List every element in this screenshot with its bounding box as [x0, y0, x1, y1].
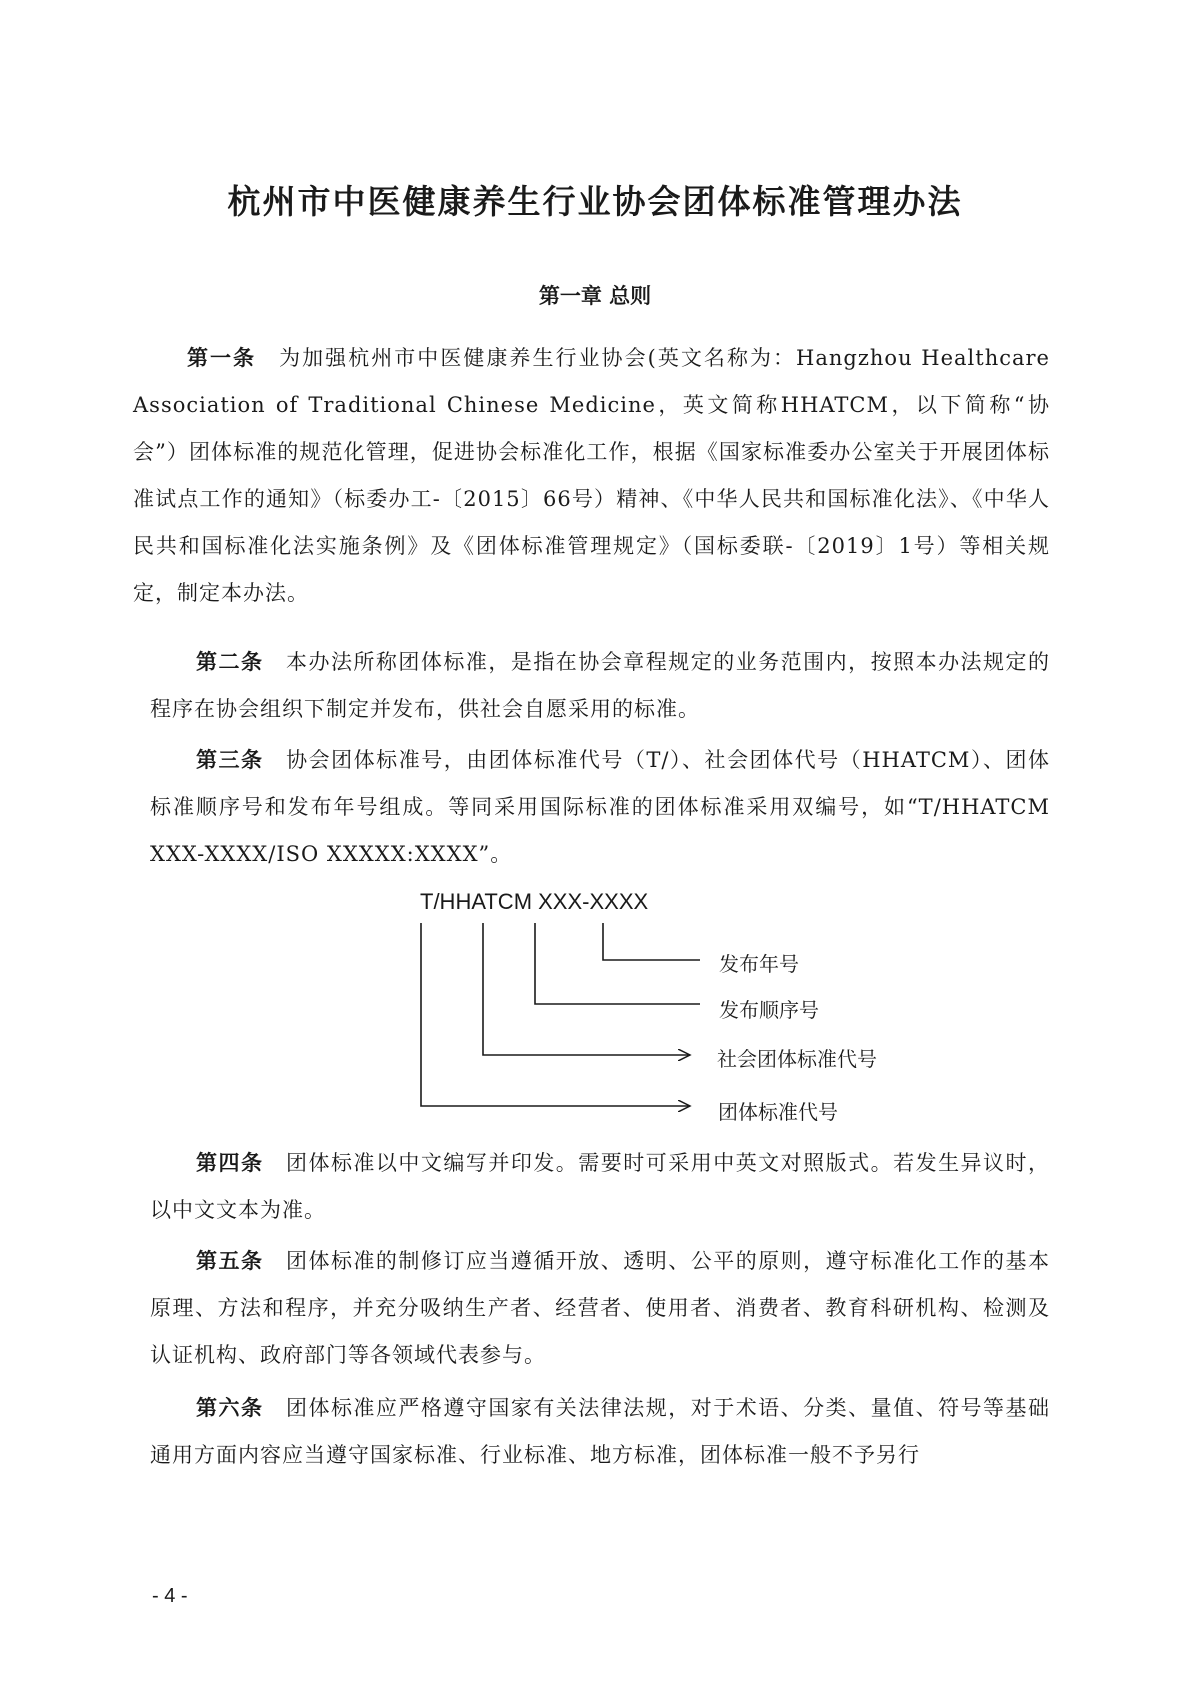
article-text: 本办法所称团体标准，是指在协会章程规定的业务范围内，按照本办法规定的程序在协会组织下制定并发布，供社会自愿采用的标准。	[150, 650, 1051, 721]
connector-year	[603, 923, 700, 960]
article-label: 第二条	[196, 649, 264, 674]
document-title: 杭州市中医健康养生行业协会团体标准管理办法	[227, 182, 963, 221]
diagram-label-society-code: 社会团体标准代号	[717, 1047, 877, 1071]
article-4	[150, 1139, 1050, 1234]
article-6	[150, 1384, 1050, 1479]
diagram-label-group-code: 团体标准代号	[718, 1100, 838, 1124]
diagram-label-year: 发布年号	[719, 952, 799, 976]
chapter-heading: 第一章 总则	[538, 283, 652, 308]
article-text: 为加强杭州市中医健康养生行业协会(英文名称为：Hangzhou Healthcare Association of Traditional Chinese Medicine，英文简称HHATCM，以下简称“协会”）团体标准的规范化管理，促进协会标准化工作，根据《国家标准委办公室关于开展团体标准试点工作的通知》（标委办工-〔2015〕66号）精神、《中华人民共和国标准化法》、《中华人民共和国标准化法实施条例》及《团体标准管理规定》（国标委联-〔2019〕1号）等相关规定，制定本办法。	[133, 346, 1050, 605]
article-label: 第六条	[196, 1395, 264, 1420]
diagram-code: T/HHATCM XXX-XXXX	[420, 889, 649, 914]
article-label: 第五条	[196, 1248, 264, 1273]
page-number: - 4 -	[152, 1585, 188, 1607]
article-text: 团体标准以中文编写并印发。需要时可采用中英文对照版式。若发生异议时，以中文文本为准。	[150, 1151, 1051, 1222]
connector-sequence	[535, 923, 700, 1004]
article-label: 第一条	[187, 345, 257, 370]
article-label: 第四条	[196, 1150, 264, 1175]
article-text: 团体标准应严格遵守国家有关法律法规，对于术语、分类、量值、符号等基础通用方面内容应当遵守国家标准、行业标准、地方标准，团体标准一般不予另行	[150, 1396, 1051, 1467]
article-text: 协会团体标准号，由团体标准代号（T/）、社会团体代号（HHATCM）、团体标准顺序号和发布年号组成。等同采用国际标准的团体标准采用双编号，如“T/HHATCM XXX-XXXX/ISO XXXXX:XXXX”。	[150, 748, 1072, 866]
article-label: 第三条	[196, 747, 264, 772]
connector-group-code	[421, 923, 690, 1106]
article-5	[150, 1237, 1050, 1379]
connector-society-code	[483, 923, 690, 1055]
article-text: 团体标准的制修订应当遵循开放、透明、公平的原则，遵守标准化工作的基本原理、方法和程序，并充分吸纳生产者、经营者、使用者、消费者、教育科研机构、检测及认证机构、政府部门等各领域代表参与。	[150, 1249, 1051, 1367]
diagram-label-sequence: 发布顺序号	[719, 998, 819, 1022]
